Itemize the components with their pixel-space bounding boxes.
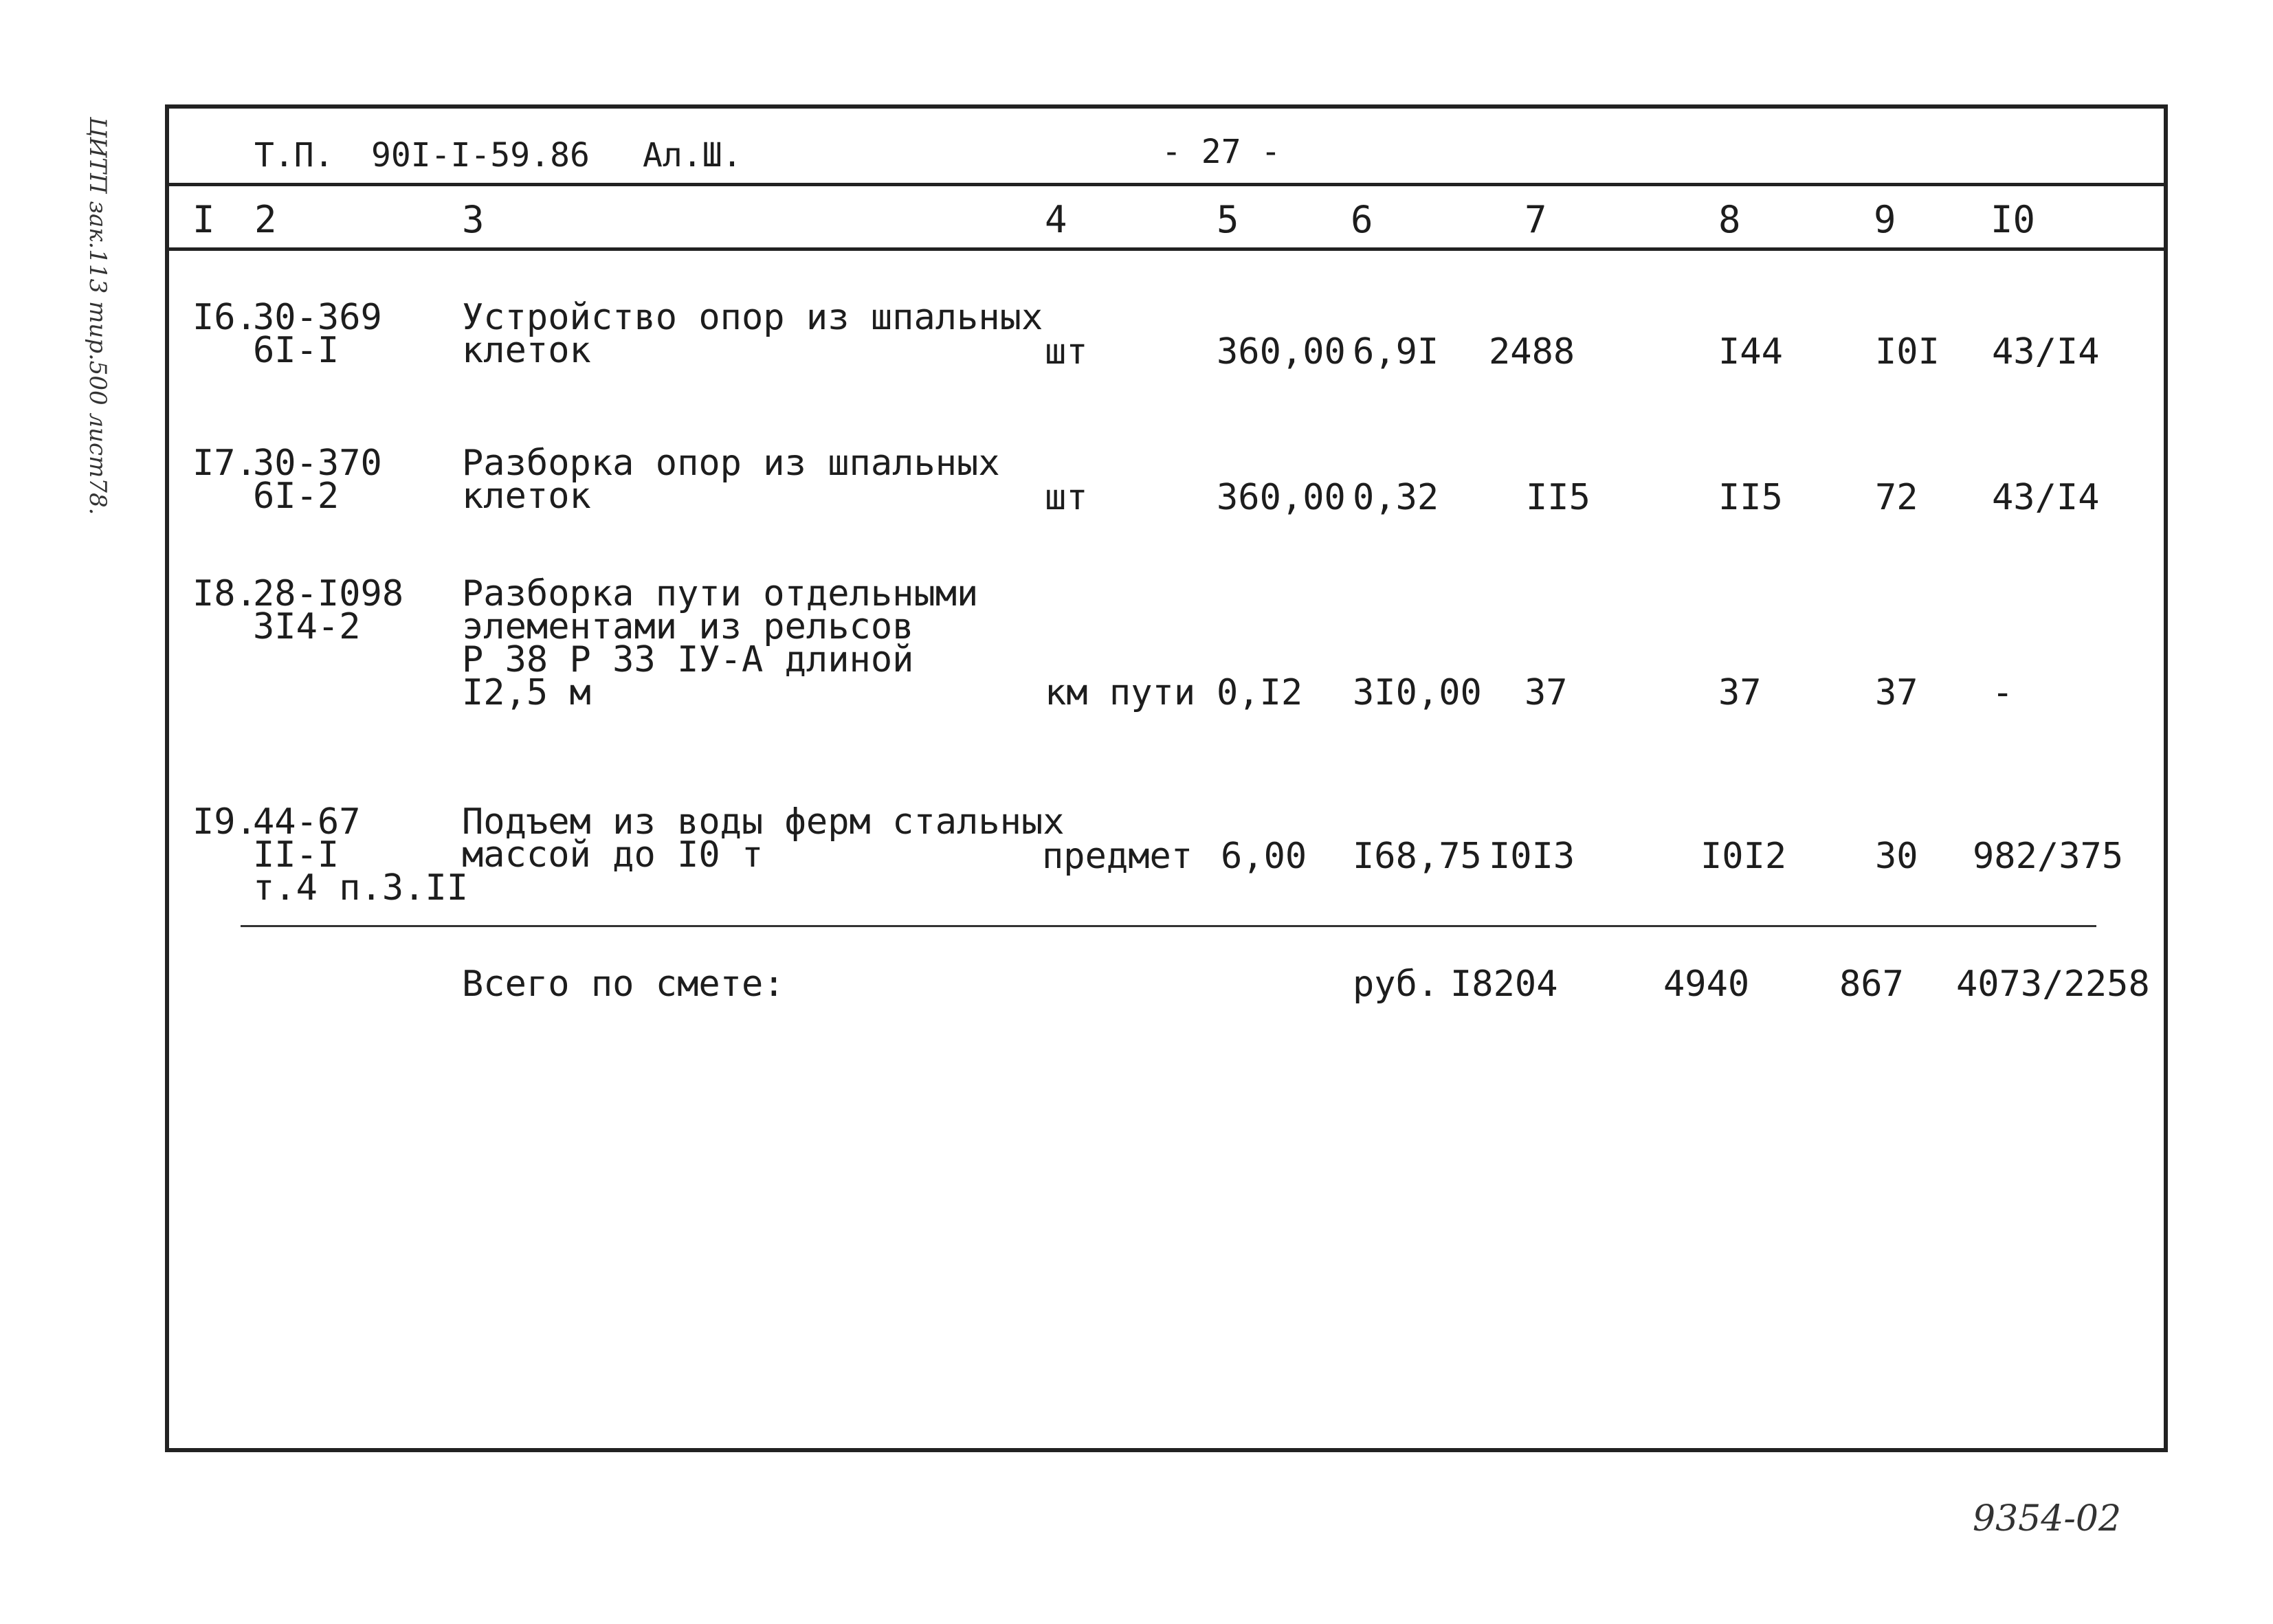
row-col10: 43/I4 bbox=[1992, 331, 2100, 372]
row-unit: предмет bbox=[1042, 836, 1193, 877]
row-col10: 982/375 bbox=[1973, 836, 2124, 877]
column-number: 2 bbox=[254, 198, 277, 241]
summary-col8: 4940 bbox=[1663, 964, 1750, 1005]
column-number: 3 bbox=[462, 198, 485, 241]
row-col9: 30 bbox=[1875, 836, 1918, 877]
summary-col9: 867 bbox=[1839, 964, 1904, 1005]
column-number: I0 bbox=[1991, 198, 2036, 241]
column-number: 5 bbox=[1217, 198, 1239, 241]
column-number: 6 bbox=[1351, 198, 1373, 241]
row-description: Разборка пути отдельными bbox=[462, 573, 979, 614]
header-divider bbox=[169, 183, 2164, 186]
row-description: массой до I0 т bbox=[462, 834, 764, 876]
row-number: I8. bbox=[192, 573, 257, 614]
header-album: Ал.Ш. bbox=[643, 136, 742, 175]
row-code: 6I-I bbox=[253, 330, 340, 371]
row-col9: 72 bbox=[1875, 477, 1918, 518]
row-unit-price: 3I0,00 bbox=[1353, 672, 1482, 713]
row-col8: II5 bbox=[1718, 477, 1783, 518]
row-col9: 37 bbox=[1875, 672, 1918, 713]
column-number: 8 bbox=[1718, 198, 1741, 241]
row-code: т.4 п.3.II bbox=[253, 867, 469, 909]
summary-total: I8204 bbox=[1450, 964, 1558, 1005]
row-unit-price: 0,32 bbox=[1353, 477, 1439, 518]
row-unit: км пути bbox=[1045, 672, 1196, 713]
summary-divider bbox=[241, 925, 2096, 927]
row-code: 6I-2 bbox=[253, 476, 340, 517]
row-code: 30-370 bbox=[253, 443, 382, 484]
side-note: ЦИТП зак.113 тир.500 лист78. bbox=[84, 117, 111, 515]
row-description: Р 38 Р 33 IУ-А длиной bbox=[462, 639, 914, 680]
row-code: 28-I098 bbox=[253, 573, 404, 614]
row-description: Подъем из воды ферм стальных bbox=[462, 801, 1065, 843]
row-quantity: 0,I2 bbox=[1217, 672, 1303, 713]
summary-col10: 4073/2258 bbox=[1956, 964, 2150, 1005]
row-number: I6. bbox=[192, 297, 257, 338]
row-col9: I0I bbox=[1875, 331, 1940, 372]
row-quantity: 360,00 bbox=[1217, 331, 1346, 372]
column-number: I bbox=[192, 198, 215, 241]
row-code: II-I bbox=[253, 834, 340, 876]
row-unit: шт bbox=[1045, 331, 1088, 372]
column-number: 9 bbox=[1874, 198, 1896, 241]
row-col10: - bbox=[1992, 672, 2014, 713]
header-tp: Т.П. bbox=[254, 136, 334, 175]
row-unit: шт bbox=[1045, 477, 1088, 518]
row-code: 30-369 bbox=[253, 297, 382, 338]
row-code: 3I4-2 bbox=[253, 606, 361, 647]
column-header-divider bbox=[169, 247, 2164, 251]
row-description: I2,5 м bbox=[462, 672, 591, 713]
column-number: 4 bbox=[1045, 198, 1067, 241]
row-col8: 37 bbox=[1718, 672, 1762, 713]
summary-currency: руб. bbox=[1353, 964, 1439, 1005]
row-col8: I0I2 bbox=[1700, 836, 1787, 877]
row-description: элементами из рельсов bbox=[462, 606, 914, 647]
row-description: клеток bbox=[462, 330, 591, 371]
summary-label: Всего по смете: bbox=[462, 964, 785, 1005]
row-total: 2488 bbox=[1489, 331, 1575, 372]
row-quantity: 6,00 bbox=[1221, 836, 1307, 877]
row-total: I0I3 bbox=[1489, 836, 1575, 877]
row-number: I7. bbox=[192, 443, 257, 484]
row-description: клеток bbox=[462, 476, 591, 517]
row-description: Разборка опор из шпальных bbox=[462, 443, 1000, 484]
row-total: 37 bbox=[1524, 672, 1568, 713]
row-quantity: 360,00 bbox=[1217, 477, 1346, 518]
row-unit-price: I68,75 bbox=[1353, 836, 1482, 877]
row-number: I9. bbox=[192, 801, 257, 843]
document-stamp: 9354-02 bbox=[1973, 1498, 2122, 1539]
row-total: II5 bbox=[1526, 477, 1590, 518]
header-code: 90I-I-59.86 bbox=[371, 136, 590, 175]
page-number: - 27 - bbox=[1162, 133, 1281, 171]
row-description: Устройство опор из шпальных bbox=[462, 297, 1043, 338]
row-unit-price: 6,9I bbox=[1353, 331, 1439, 372]
column-number: 7 bbox=[1524, 198, 1547, 241]
row-col10: 43/I4 bbox=[1992, 477, 2100, 518]
row-code: 44-67 bbox=[253, 801, 361, 843]
row-col8: I44 bbox=[1718, 331, 1783, 372]
